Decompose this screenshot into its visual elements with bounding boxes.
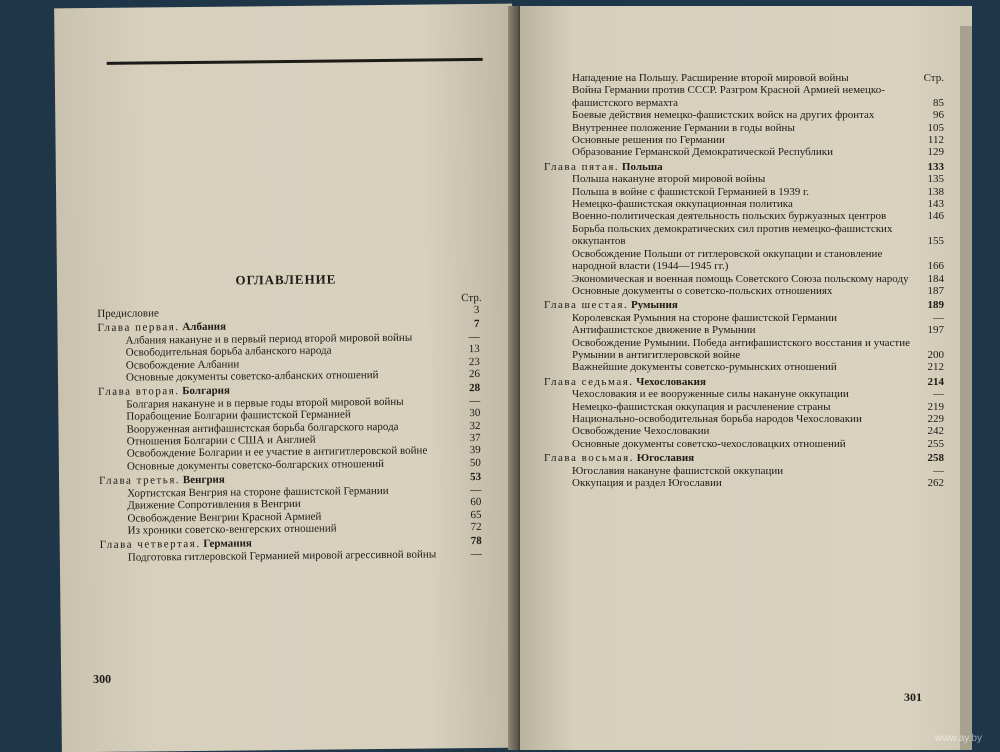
toc-entry <box>100 548 482 564</box>
chapter-number: Глава первая. <box>97 321 180 335</box>
entry-page-number: 39 <box>469 444 481 457</box>
entry-title: Подготовка гитлеровской Германией мировой агрессивной войны <box>127 548 437 564</box>
toc-entry <box>544 248 944 273</box>
toc-entry <box>544 109 944 121</box>
toc-entry <box>544 413 944 425</box>
entry-title: Освобождение Чехословакии <box>572 425 710 438</box>
toc-entry <box>544 84 944 109</box>
entry-title: Военно-политическая деятельность польских буржуазных центров <box>572 210 887 223</box>
entry-page-number: — <box>470 483 482 496</box>
toc-entry <box>544 388 944 400</box>
toc-entry <box>544 324 944 336</box>
entry-page-number: 212 <box>927 361 944 374</box>
entry-page-number: 7 <box>473 318 480 331</box>
entry-page-number: — <box>933 311 944 324</box>
toc-entry <box>544 312 944 324</box>
entry-page-number: 13 <box>468 343 480 356</box>
entry-title: Основные документы советско-болгарских отношений <box>126 457 385 473</box>
entry-page-number: 214 <box>927 375 944 388</box>
entry-title: Боевые действия немецко-фашистских войск на других фронтах <box>572 109 875 122</box>
entry-page-number: 50 <box>469 456 481 469</box>
entry-title: Королевская Румыния на стороне фашистской Германии <box>572 311 838 324</box>
entry-title: Освобождение Польши от гитлеровской оккупации и становление народной власти (1944—1945 гг.) <box>572 247 883 273</box>
entry-page-number: 255 <box>927 437 944 450</box>
entry-title: Хортистская Венгрия на стороне фашистской Германии <box>127 484 389 500</box>
entry-page-number: 187 <box>927 284 944 297</box>
entry-page-number: 155 <box>927 235 944 248</box>
chapter-name: Чехословакия <box>636 375 706 388</box>
toc-chapter-entry <box>544 161 944 173</box>
entry-title: Порабощение Болгарии фашистской Германией <box>126 408 351 423</box>
entry-title: Экономическая и военная помощь Советского Союза польскому народу <box>572 272 909 285</box>
entry-title: Вооруженная антифашистская борьба болгарского народа <box>126 420 399 436</box>
entry-title: Борьба польских демократических сил против немецко-фашистских оккупантов <box>572 222 893 248</box>
page-number-left: 300 <box>93 671 112 687</box>
entry-title: Немецко-фашистская оккупационная политика <box>572 198 793 211</box>
toc-list-left <box>97 304 482 564</box>
toc-entry <box>544 361 944 373</box>
toc-chapter-entry <box>544 376 944 388</box>
chapter-heading <box>544 161 920 173</box>
chapter-number: Глава седьмая. <box>544 375 634 388</box>
entry-page-number: 129 <box>927 146 944 159</box>
entry-page-number: 184 <box>927 272 944 285</box>
entry-title: Национально-освободительная борьба народов Чехословакии <box>572 412 862 425</box>
entry-title: Албания накануне и в первый период второй мировой войны <box>125 331 413 347</box>
entry-page-number: 65 <box>470 508 482 521</box>
toc-entry <box>544 337 944 362</box>
chapter-name: Венгрия <box>182 473 225 487</box>
watermark: www.ay.by <box>934 733 982 744</box>
toc-entry <box>544 186 944 198</box>
toc-entry <box>99 457 481 473</box>
chapter-number: Глава шестая. <box>544 299 629 312</box>
toc-entry <box>544 285 944 297</box>
toc-entry <box>544 134 944 146</box>
entry-page-number: 146 <box>927 210 944 223</box>
entry-page-number: 143 <box>927 198 944 211</box>
toc-entry <box>544 465 944 477</box>
toc-title: ОГЛАВЛЕНИЕ <box>235 271 337 288</box>
entry-title: Польша накануне второй мировой войны <box>572 173 766 186</box>
chapter-name: Германия <box>203 537 252 551</box>
entry-title: Освобождение Болгарии и ее участие в антигитлеровской войне <box>126 445 428 461</box>
toc-entry <box>544 210 944 222</box>
chapter-name: Румыния <box>630 299 678 312</box>
chapter-number: Глава вторая. <box>98 385 180 399</box>
entry-page-number: 3 <box>473 303 480 317</box>
toc-entry <box>544 223 944 248</box>
entry-page-number: 242 <box>927 425 944 438</box>
entry-page-number: 200 <box>927 348 944 361</box>
entry-title: Оккупация и раздел Югославии <box>572 477 722 489</box>
entry-page-number: 219 <box>927 400 944 413</box>
entry-title: Антифашистское движение в Румынии <box>572 324 756 337</box>
entry-page-number: 26 <box>468 368 481 381</box>
entry-page-number: 138 <box>927 185 944 198</box>
entry-title: Внутреннее положение Германии в годы войны <box>572 121 795 134</box>
entry-title: Освободительная борьба албанского народа <box>125 344 332 359</box>
chapter-name: Польша <box>621 160 663 173</box>
chapter-heading <box>544 299 920 311</box>
toc-entry <box>544 425 944 437</box>
chapter-number: Глава третья. <box>99 474 181 488</box>
toc-entry <box>544 401 944 413</box>
open-book <box>58 6 982 750</box>
entry-title: Война Германии против СССР. Разгром Красной Армией немецко-фашистского вермахта <box>572 84 885 109</box>
entry-page-number: 133 <box>927 160 944 173</box>
entry-page-number: — <box>469 394 481 407</box>
chapter-name: Болгария <box>182 385 231 398</box>
chapter-name: Албания <box>182 321 227 334</box>
entry-title: Освобождение Венгрии Красной Армией <box>127 510 322 525</box>
toc-entry <box>544 72 944 84</box>
page-column-header: Стр. <box>461 291 482 305</box>
entry-page-number: 53 <box>469 471 482 484</box>
entry-page-number: 189 <box>927 299 944 312</box>
entry-page-number: — <box>468 330 480 343</box>
entry-page-number: 37 <box>469 432 481 445</box>
entry-page-number: 135 <box>927 173 944 186</box>
right-page <box>520 6 972 750</box>
entry-title: Основные документы о советско-польских отношениях <box>572 284 833 297</box>
entry-title: Основные документы советско-чехословацких отношений <box>572 437 846 450</box>
entry-page-number: Стр. <box>923 72 944 84</box>
entry-title: Из хроники советско-венгерских отношений <box>127 522 337 537</box>
entry-page-number: 96 <box>933 109 944 122</box>
entry-page-number: 28 <box>469 382 481 395</box>
entry-page-number: 78 <box>470 535 482 548</box>
left-page <box>54 4 520 752</box>
entry-page-number: 30 <box>469 407 481 420</box>
entry-title: Чехословакия и ее вооруженные силы накануне оккупации <box>572 388 849 401</box>
entry-title: Нападение на Польшу. Расширение второй мировой войны <box>572 72 849 84</box>
entry-page-number: 85 <box>933 96 944 109</box>
entry-title: Образование Германской Демократической Республики <box>572 146 834 159</box>
entry-page-number: 197 <box>927 324 944 337</box>
entry-title: Освобождение Румынии. Победа антифашистского восстания и участие Румынии в антигитлеровской войне <box>572 336 910 361</box>
chapter-number: Глава четвертая. <box>99 538 201 552</box>
toc-chapter-entry <box>544 452 944 464</box>
entry-title: Отношения Болгарии с США и Англией <box>126 433 316 448</box>
chapter-heading <box>544 376 920 388</box>
entry-title: Предисловие <box>97 307 159 320</box>
toc-entry <box>544 438 944 450</box>
entry-title: Основные документы советско-албанских отношений <box>125 369 379 384</box>
toc-entry <box>100 521 482 537</box>
entry-page-number: 32 <box>469 419 481 432</box>
chapter-number: Глава пятая. <box>544 160 620 173</box>
entry-page-number: 229 <box>927 412 944 425</box>
page-edge <box>960 26 972 750</box>
chapter-heading <box>544 452 920 464</box>
chapter-number: Глава восьмая. <box>544 452 634 465</box>
toc-list-right <box>544 72 944 489</box>
entry-page-number: 258 <box>927 452 944 465</box>
chapter-name: Югославия <box>636 452 695 465</box>
entry-title: Болгария накануне и в первые годы второй мировой войны <box>126 395 404 411</box>
entry-page-number: 23 <box>468 355 480 368</box>
entry-page-number: 262 <box>927 477 944 489</box>
entry-page-number: 112 <box>927 134 944 147</box>
entry-title: Освобождение Албании <box>125 358 240 372</box>
entry-title: Важнейшие документы советско-румынских отношений <box>572 361 837 374</box>
entry-page-number: 60 <box>470 496 482 509</box>
entry-page-number: 166 <box>927 260 944 273</box>
entry-page-number: 105 <box>927 121 944 134</box>
entry-title: Движение Сопротивления в Венгрии <box>127 497 301 512</box>
page-number-right: 301 <box>904 690 922 704</box>
toc-entry <box>544 198 944 210</box>
toc-entry <box>544 146 944 158</box>
entry-title: Югославия накануне фашистской оккупации <box>572 464 784 477</box>
toc-entry <box>98 368 480 384</box>
entry-page-number: — <box>470 547 482 560</box>
entry-title: Основные решения по Германии <box>572 134 725 147</box>
toc-chapter-entry <box>544 299 944 311</box>
entry-title: Немецко-фашистская оккупация и расчленение страны <box>572 400 831 413</box>
toc-entry <box>97 304 479 320</box>
toc-entry <box>544 273 944 285</box>
toc-entry <box>544 173 944 185</box>
header-rule <box>107 58 483 65</box>
toc-entry <box>544 477 944 489</box>
entry-page-number: — <box>933 388 944 401</box>
entry-title: Польша в войне с фашистской Германией в 1939 г. <box>572 185 810 198</box>
toc-entry <box>544 122 944 134</box>
entry-page-number: 72 <box>470 520 482 533</box>
entry-page-number: — <box>933 464 944 477</box>
